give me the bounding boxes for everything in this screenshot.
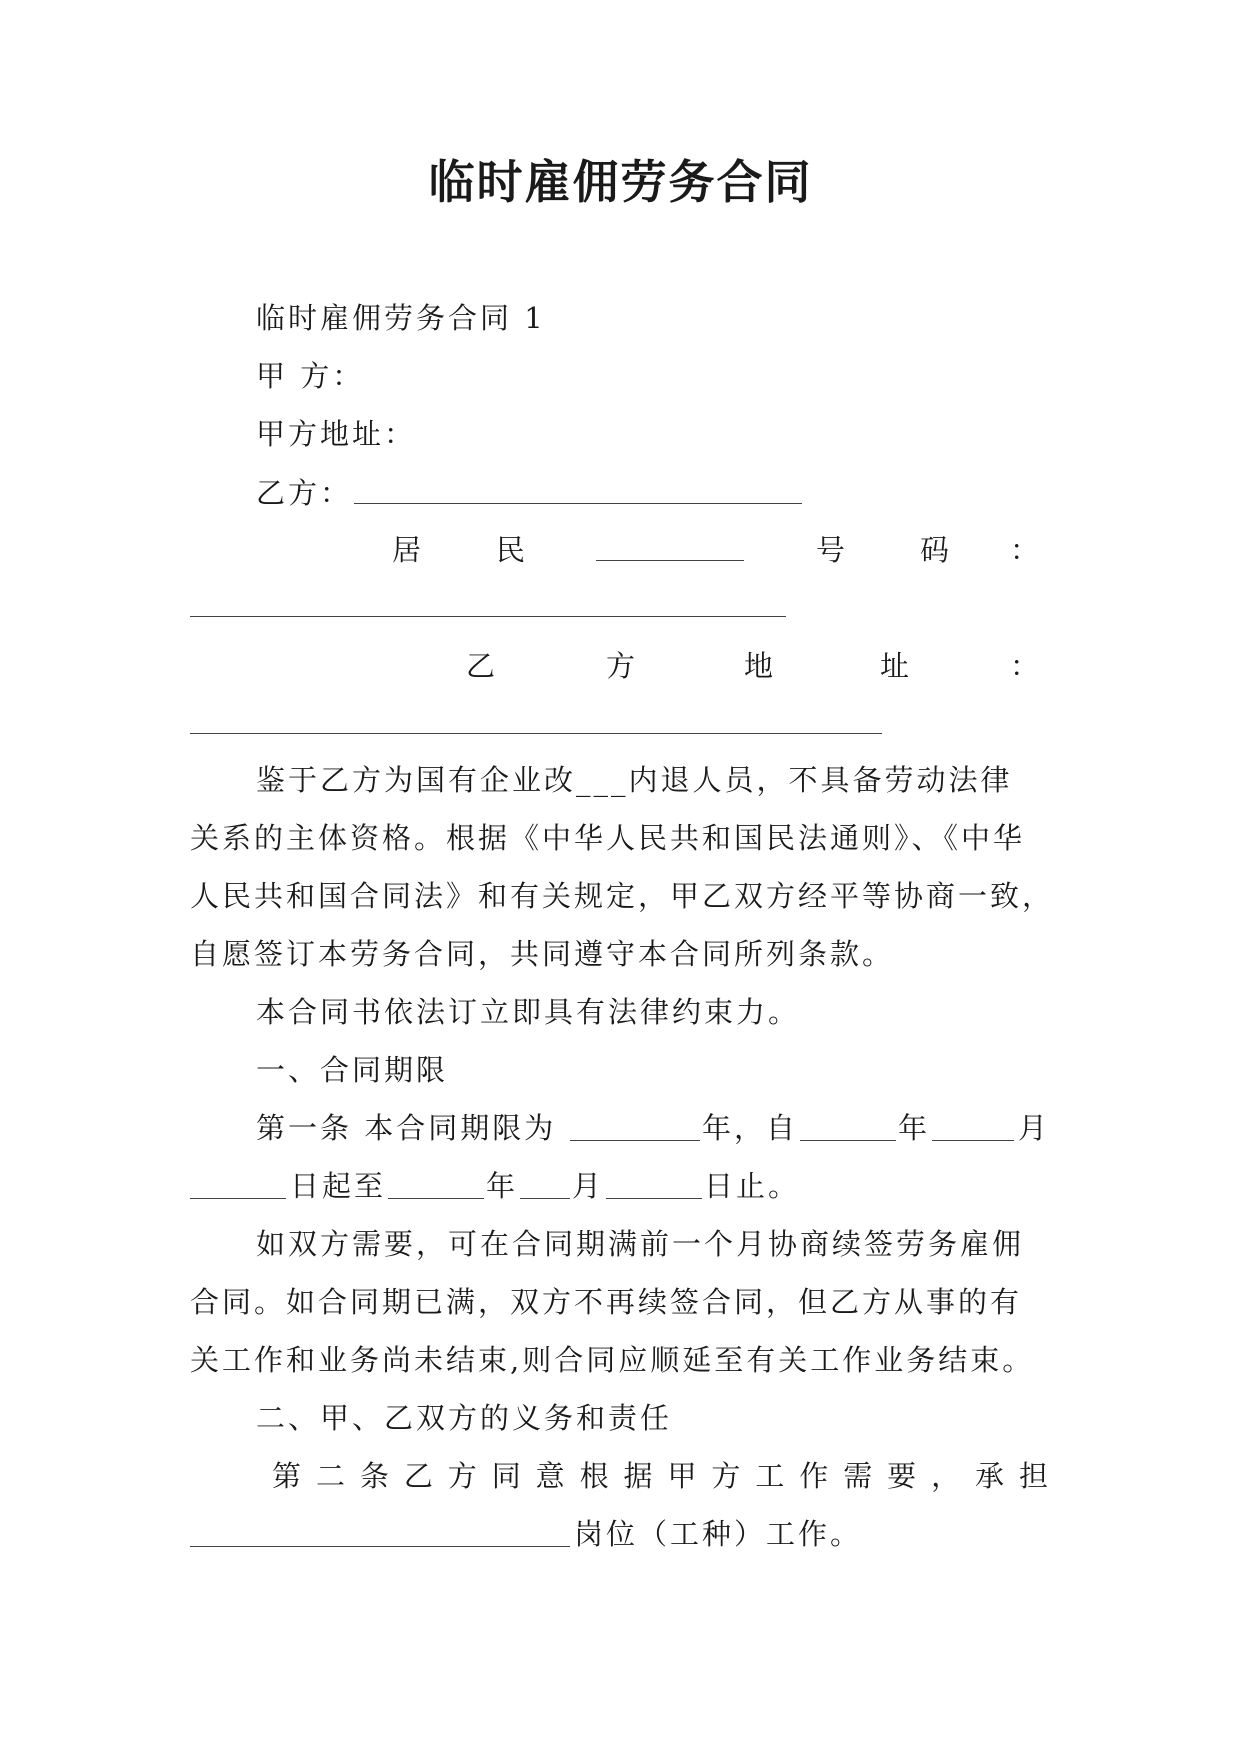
id-colon: ： xyxy=(1010,533,1043,567)
article2-char: 甲 xyxy=(667,1459,697,1493)
article2-char: 第 xyxy=(272,1459,302,1493)
article2-char: 承 xyxy=(975,1459,1005,1493)
article2-char: 乙 xyxy=(403,1459,433,1493)
start-month-blank xyxy=(932,1140,1014,1141)
section-1-heading: 一、合同期限 xyxy=(256,1053,449,1087)
article2-char: 同 xyxy=(491,1459,521,1493)
article1-text-e: 日起至 xyxy=(290,1169,387,1203)
article2-char: 需 xyxy=(843,1459,873,1493)
article1-text-h: 日止。 xyxy=(704,1169,801,1203)
para1-line2: 关系的主体资格。根据《中华人民共和国民法通则》、《中华 xyxy=(190,821,1026,855)
start-year-blank xyxy=(800,1140,896,1141)
article2-char: 方 xyxy=(711,1459,741,1493)
para1-line1: 鉴于乙方为国有企业改___内退人员，不具备劳动法律 xyxy=(256,763,1013,797)
article1-text-a: 第一条 本合同期限为 xyxy=(256,1111,557,1145)
id-char-3: 号 xyxy=(816,533,849,567)
party-b-blank xyxy=(354,503,802,504)
article2-char: 据 xyxy=(623,1459,653,1493)
para1-line3: 人民共和国合同法》和有关规定，甲乙双方经平等协商一致， xyxy=(190,879,1055,913)
party-b-label: 乙方： xyxy=(256,476,353,510)
party-b-address-blank xyxy=(190,733,882,734)
article1-text-c: 年 xyxy=(898,1111,931,1145)
article2-line1 xyxy=(272,1456,1048,1496)
party-a-address-label: 甲方地址： xyxy=(256,417,417,451)
para2: 本合同书依法订立即具有法律约束力。 xyxy=(256,995,801,1029)
article1-text-f: 年 xyxy=(486,1169,519,1203)
article2-char: 要 xyxy=(887,1459,917,1493)
id-char-4: 码 xyxy=(920,533,953,567)
addr-char-1: 乙 xyxy=(466,649,499,683)
document-title: 临时雇佣劳务合同 xyxy=(428,155,813,209)
para1-line4: 自愿签订本劳务合同，共同遵守本合同所列条款。 xyxy=(190,937,895,971)
addr-char-4: 址 xyxy=(880,649,913,683)
term-years-blank xyxy=(570,1140,700,1141)
end-day-blank xyxy=(606,1198,702,1199)
end-month-blank xyxy=(520,1198,570,1199)
start-day-blank xyxy=(190,1198,286,1199)
id-char-2: 民 xyxy=(496,533,529,567)
party-a-label: 甲 方： xyxy=(256,359,365,393)
article2-char: 方 xyxy=(447,1459,477,1493)
article2-char: 作 xyxy=(799,1459,829,1493)
contract-subtitle: 临时雇佣劳务合同 1 xyxy=(256,301,546,335)
addr-char-3: 地 xyxy=(744,649,777,683)
article2-char: 担 xyxy=(1018,1459,1048,1493)
section-2-heading: 二、甲、乙双方的义务和责任 xyxy=(256,1401,673,1435)
article2-char: 意 xyxy=(535,1459,565,1493)
id-type-blank xyxy=(596,560,744,561)
id-number-blank xyxy=(190,616,786,617)
article2-char: 二 xyxy=(315,1459,345,1493)
addr-colon: ： xyxy=(1010,649,1043,683)
para3-line2: 合同。如合同期已满，双方不再续签合同，但乙方从事的有 xyxy=(190,1285,1023,1319)
article2-char: ， xyxy=(931,1459,961,1493)
article1-text-b: 年，自 xyxy=(702,1111,799,1145)
end-year-blank xyxy=(388,1198,484,1199)
article2-char: 工 xyxy=(755,1459,785,1493)
article2-char: 根 xyxy=(579,1459,609,1493)
article2-tail: 岗位（工种）工作。 xyxy=(574,1517,863,1551)
article1-text-g: 月 xyxy=(572,1169,605,1203)
para3-line1: 如双方需要，可在合同期满前一个月协商续签劳务雇佣 xyxy=(256,1227,1025,1261)
addr-char-2: 方 xyxy=(606,649,639,683)
para3-line3: 关工作和业务尚未结束,则合同应顺延至有关工作业务结束。 xyxy=(190,1343,1035,1377)
article1-text-d: 月 xyxy=(1018,1111,1051,1145)
job-position-blank xyxy=(190,1546,570,1547)
article2-char: 条 xyxy=(359,1459,389,1493)
id-char-1: 居 xyxy=(392,533,425,567)
